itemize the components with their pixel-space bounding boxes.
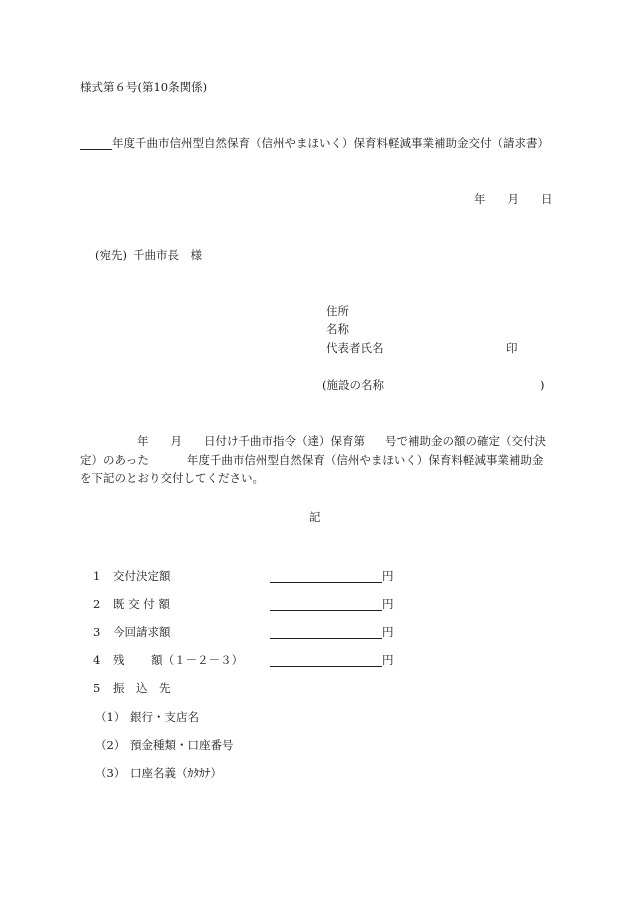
ki-heading: 記 (309, 510, 321, 524)
seal-mark: 印 (506, 341, 518, 355)
representative-label: 代表者氏名 (326, 341, 384, 355)
facility-name-open: (施設の名称 (322, 378, 384, 392)
date-month: 月 (507, 192, 519, 206)
sub-item-2-number: （2） (95, 738, 126, 752)
facility-name-close: ) (540, 378, 545, 392)
body-line-2: 定）のあった 年度千曲市信州型自然保育（信州やまほいく）保育料軽減事業補助金 (80, 453, 544, 467)
date-day: 日 (541, 192, 553, 206)
body-line-3: を下記のとおり交付してください。 (80, 471, 264, 485)
item-2-number: 2 (93, 597, 101, 611)
item-2-amount: 円 (270, 599, 394, 611)
name-label: 名称 (326, 322, 349, 336)
item-1-label: 交付決定額 (113, 569, 171, 583)
item-3-number: 3 (93, 625, 101, 639)
date-line (474, 194, 553, 206)
sub-item-2-label: 預金種類・口座番号 (130, 738, 234, 752)
sub-item-1-number: （1） (95, 710, 126, 724)
date-year: 年 (474, 192, 486, 206)
address-label: 住所 (326, 304, 349, 318)
amount-blank (270, 666, 382, 667)
year-blank (80, 149, 112, 150)
item-2-label: 既 交 付 額 (113, 597, 170, 611)
item-5-number: 5 (93, 681, 101, 695)
sub-item-3-label: 口座名義（ｶﾀｶﾅ） (130, 766, 222, 780)
item-3-amount: 円 (270, 627, 394, 639)
item-4-amount: 円 (270, 655, 394, 667)
amount-blank (270, 582, 382, 583)
item-3-label: 今回請求額 (113, 625, 171, 639)
amount-blank (270, 610, 382, 611)
item-4-label: 残 額（１－２－３） (113, 653, 244, 667)
item-4-number: 4 (93, 653, 101, 667)
document-title: 年度千曲市信州型自然保育（信州やまほいく）保育料軽減事業補助金交付（請求書） (80, 138, 549, 150)
item-5-label: 振 込 先 (113, 681, 171, 695)
form-number: 様式第６号(第10条関係) (80, 80, 208, 94)
item-1-number: 1 (93, 569, 101, 583)
amount-blank (270, 638, 382, 639)
sub-item-3-number: （3） (95, 766, 126, 780)
item-1-amount: 円 (270, 571, 394, 583)
addressee: (宛先) 千曲市長 様 (95, 248, 202, 262)
body-line-1: 年 月 日付け千曲市指令（達）保育第 号で補助金の額の確定（交付決 (137, 434, 546, 448)
sub-item-1-label: 銀行・支店名 (130, 710, 199, 724)
